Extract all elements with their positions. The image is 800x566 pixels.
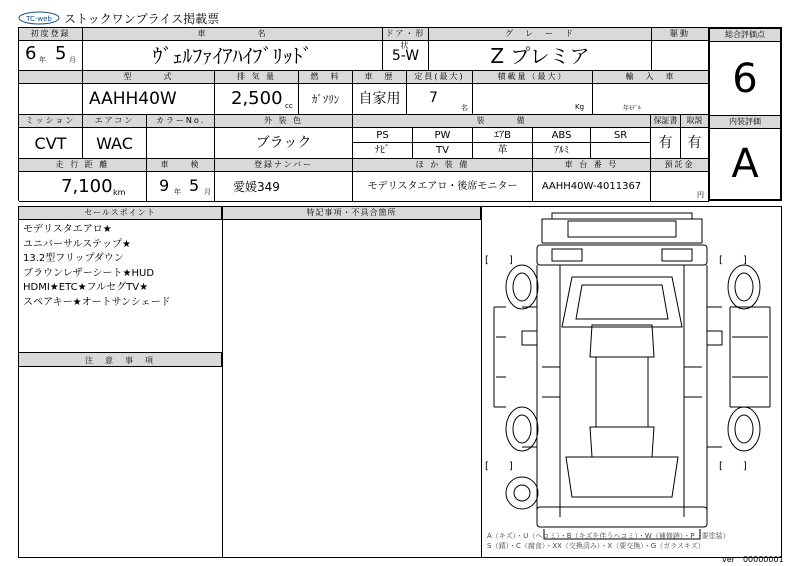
selling-point-item: 13.2型フリップダウン: [23, 253, 124, 264]
total-score-label: 総合評価点: [710, 29, 780, 42]
selling-point-item: ユニバーサルステップ★: [23, 238, 131, 250]
logo-icon: [18, 11, 60, 25]
mission-value: CVT: [19, 128, 83, 159]
equip-ps: PS: [353, 128, 413, 143]
logo: [18, 10, 60, 24]
bracket-bl: [ ]: [485, 461, 513, 472]
version-label: ver 00000001: [722, 555, 784, 564]
deposit-value: 円: [651, 172, 709, 202]
first-reg-value: 6 年 5 月: [19, 41, 83, 71]
inspection-label: 車 検: [147, 159, 215, 172]
door-shape-label: ドア・形状: [383, 28, 429, 41]
aircon-value: WAC: [83, 128, 147, 159]
total-score-value: 6: [710, 42, 780, 116]
equip-sr: SR: [591, 128, 651, 143]
grade-value: Z プレミア: [429, 41, 652, 71]
page-title: ストックワンプライス掲載票: [64, 12, 220, 26]
warranty-label: 保証書: [651, 115, 681, 128]
equip-leather: 革: [473, 143, 533, 159]
mileage-label: 走 行 距 離: [19, 159, 147, 172]
selling-points-list: [23, 223, 221, 310]
selling-points-label: セールスポイント: [19, 207, 222, 220]
lower-section: [18, 206, 782, 558]
aircon-label: エアコン: [83, 115, 147, 128]
remarks-label: 特記事項・不具合箇所: [223, 207, 481, 220]
model-label: 型 式: [83, 71, 215, 84]
plate-value: 愛媛349: [215, 172, 353, 202]
inspection-value: 9 年 5 月: [147, 172, 215, 202]
interior-score-value: A: [731, 141, 759, 187]
chassis-label: 車 台 番 号: [533, 159, 651, 172]
load-label: 積載量（最大）: [473, 71, 593, 84]
equip-navi: ﾅﾋﾞ: [353, 143, 413, 159]
import-value: 年ﾓﾃﾞﾙ: [593, 84, 709, 115]
selling-point-item: スペアキー★オートサンシェード: [23, 296, 171, 308]
car-name-label: 車 名: [83, 28, 383, 41]
equip-pw: PW: [413, 128, 473, 143]
equipment-label: 装 備: [353, 115, 651, 128]
fuel-label: 燃 料: [299, 71, 353, 84]
legend-line-2: S（錆）・C（腐食）・XX（交換済み）・X（要交換）・G（ガラスキズ）: [487, 542, 705, 550]
import-label: 輸 入 車: [593, 71, 709, 84]
equip-blank: [591, 143, 651, 159]
equip-airbag: ｴｱB: [473, 128, 533, 143]
svg-text:TC-web: TC-web: [26, 15, 52, 23]
selling-point-item: ブラウンレザーシート★HUD: [23, 267, 155, 279]
equip-alumi: ｱﾙﾐ: [533, 143, 591, 159]
legend-line-1: A（キズ）・U（ヘコミ）・B（キズを伴うヘコミ）・W（補修跡）・P（要塗装）: [487, 532, 730, 540]
score-box: [708, 27, 782, 201]
other-equip-label: ほ か 装 備: [353, 159, 533, 172]
car-name-value: ｳﾞｪﾙﾌｧｲｱﾊｲﾌﾞﾘｯﾄﾞ: [83, 41, 383, 71]
door-shape-value: 5-W: [383, 41, 429, 71]
mileage-value: 7,100 km: [19, 172, 147, 202]
displacement-label: 排 気 量: [215, 71, 299, 84]
manual-value: 有: [681, 128, 709, 159]
bracket-tl: [ ]: [485, 255, 513, 266]
chassis-value: AAHH40W-4011367: [533, 172, 651, 202]
fuel-value: ｶﾞｿﾘﾝ: [299, 84, 353, 115]
selling-point-item: モデリスタエアロ★: [23, 224, 112, 235]
mission-label: ミッション: [19, 115, 83, 128]
bracket-br: [ ]: [719, 461, 747, 472]
capacity-label: 定員(最大): [407, 71, 473, 84]
manual-label: 取説: [681, 115, 709, 128]
exterior-label: 外 装 色: [215, 115, 353, 128]
load-value: Kg: [473, 84, 593, 115]
history-label: 車 歴: [353, 71, 407, 84]
notes-label: 注 意 事 項: [19, 352, 222, 367]
model-value: AAHH40W: [83, 84, 215, 115]
equip-tv: TV: [413, 143, 473, 159]
color-no-value: [147, 128, 215, 159]
info-table: [18, 27, 708, 201]
exterior-value: ブラック: [215, 128, 353, 159]
history-value: 自家用: [353, 84, 407, 115]
drive-label: 駆動: [652, 28, 709, 41]
deposit-label: 預託金: [651, 159, 709, 172]
capacity-value: 7 名: [407, 84, 473, 115]
color-no-label: カラーNo.: [147, 115, 215, 128]
equip-abs: ABS: [533, 128, 591, 143]
first-reg-label: 初度登録: [19, 28, 83, 41]
warranty-value: 有: [651, 128, 681, 159]
interior-score-label: 内装評価: [710, 116, 780, 129]
drive-value: [652, 41, 709, 71]
selling-point-item: HDMI★ETC★フルセグTV★: [23, 282, 149, 293]
grade-label: グ レ ー ド: [429, 28, 652, 41]
plate-label: 登録ナンバー: [215, 159, 353, 172]
other-equip-value: モデリスタエアロ・後席モニター: [353, 172, 533, 202]
bracket-tr: [ ]: [719, 255, 747, 266]
displacement-value: 2,500 cc: [215, 84, 299, 115]
